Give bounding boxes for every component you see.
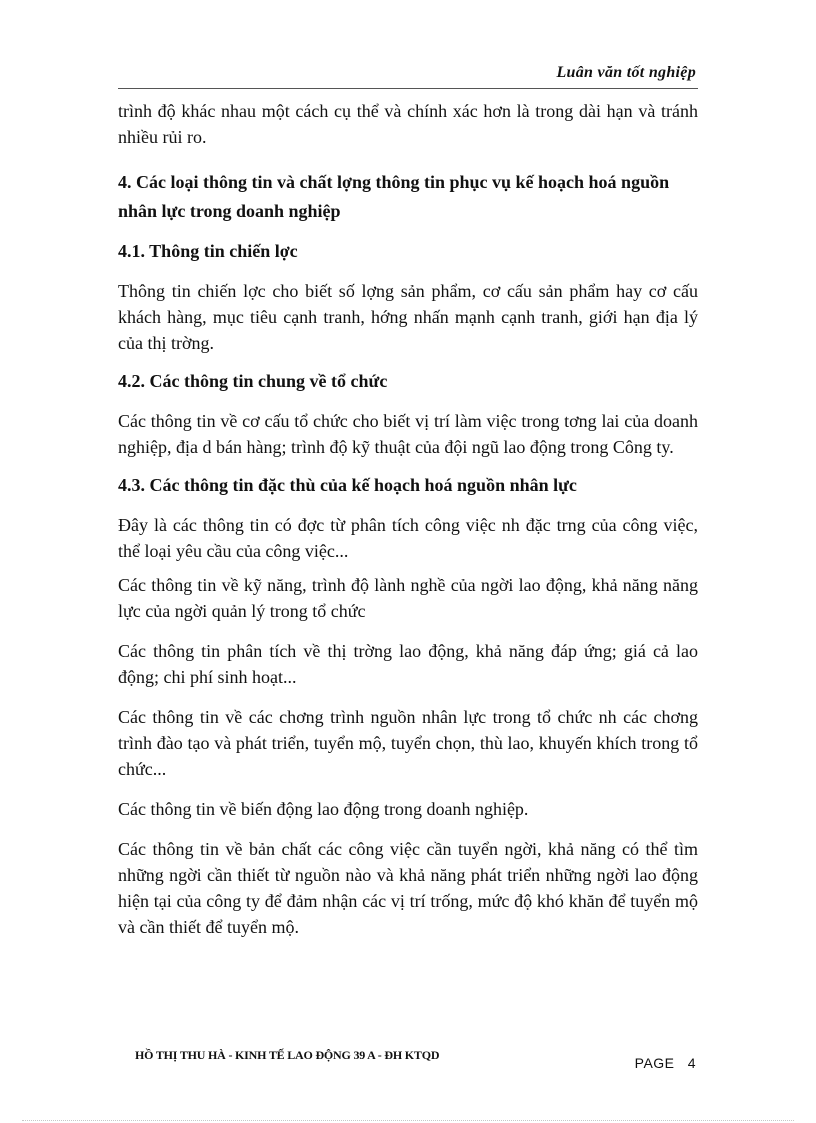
section-4-3-paragraph-1: Đây là các thông tin có đợc từ phân tích công việc nh đặc trng của công việc, thể loại yêu cầu của công việc...	[118, 515, 698, 561]
page-label: PAGE	[634, 1055, 675, 1071]
section-4-heading: 4. Các loại thông tin và chất lợng thông tin phục vụ kế hoạch hoá nguồn nhân lực trong doanh nghiệp	[118, 172, 670, 221]
section-4-2-paragraph: Các thông tin về cơ cấu tổ chức cho biết vị trí làm việc trong tơng lai của doanh nghiệp, địa d bán hàng; trình độ kỹ thuật của đội ngũ lao động trong Công ty.	[118, 411, 698, 457]
section-4-3-paragraph-6: Các thông tin về bản chất các công việc cần tuyển ngời, khả năng có thể tìm những ngời cần thiết từ nguồn nào và khả năng phát triển những ngời lao động hiện tại của công ty để đảm nhận các vị trí trống, mức độ khó khăn để tuyển mộ và cần thiết để tuyển mộ.	[118, 839, 698, 937]
header-divider	[118, 88, 698, 89]
section-4-3-paragraph-4: Các thông tin về các chơng trình nguồn nhân lực trong tổ chức nh các chơng trình đào tạo và phát triển, tuyển mộ, tuyển chọn, thù lao, khuyến khích trong tổ chức...	[118, 707, 698, 779]
section-4-3-paragraph-5: Các thông tin về biến động lao động trong doanh nghiệp.	[118, 799, 529, 819]
running-header: Luân văn tốt nghiệp	[556, 64, 696, 81]
section-4-3-heading: 4.3. Các thông tin đặc thù của kế hoạch hoá nguồn nhân lực	[118, 475, 577, 495]
footer-author: HỒ THỊ THU HÀ - KINH TẾ LAO ĐỘNG 39 A - ĐH KTQD	[135, 1048, 440, 1062]
section-4-3-paragraph-2: Các thông tin về kỹ năng, trình độ lành nghề của ngời lao động, khả năng năng lực của ngời quản lý trong tổ chức	[118, 575, 698, 621]
intro-paragraph: trình độ khác nhau một cách cụ thể và chính xác hơn là trong dài hạn và tránh nhiều rủi ro.	[118, 101, 698, 147]
section-4-2-heading: 4.2. Các thông tin chung về tổ chức	[118, 371, 388, 391]
page-number: 4	[687, 1055, 696, 1071]
footer-page-number	[635, 1055, 696, 1071]
page-content	[118, 98, 698, 940]
section-4-3-paragraph-3: Các thông tin phân tích về thị trờng lao động, khả năng đáp ứng; giá cả lao động; chi phí sinh hoạt...	[118, 641, 698, 687]
section-4-1-heading: 4.1. Thông tin chiến lợc	[118, 241, 298, 261]
page-bottom-divider	[22, 1120, 794, 1121]
section-4-1-paragraph: Thông tin chiến lợc cho biết số lợng sản phẩm, cơ cấu sản phẩm hay cơ cấu khách hàng, mục tiêu cạnh tranh, hớng nhấn mạnh cạnh tranh, giới hạn địa lý của thị trờng.	[118, 281, 698, 353]
